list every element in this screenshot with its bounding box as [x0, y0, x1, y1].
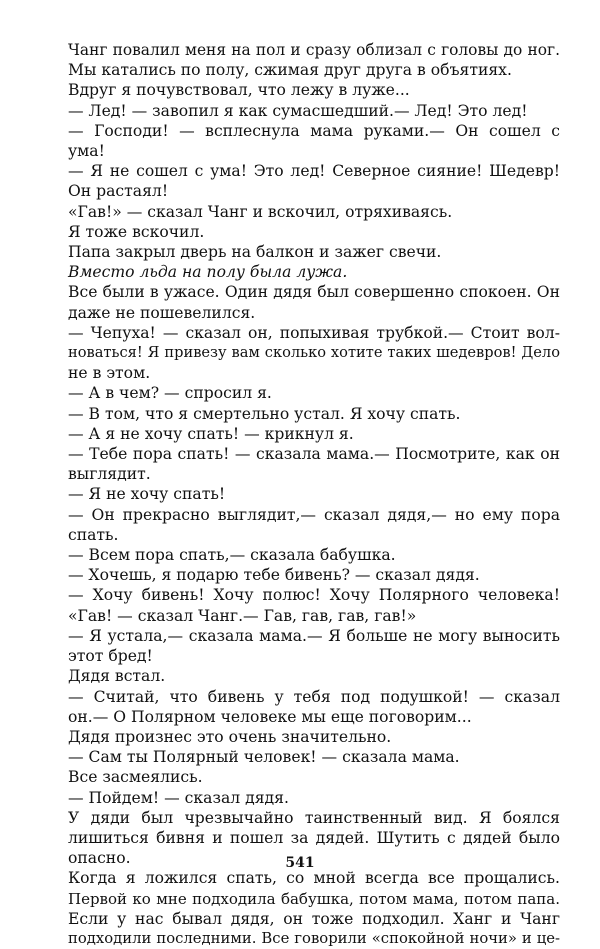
paragraph — [68, 40, 560, 80]
text-line: — В том, что я смертельно устал. Я хочу спать. — [68, 404, 461, 423]
paragraph — [68, 747, 560, 767]
main-text — [68, 40, 560, 949]
text-line: выглядит. — [68, 465, 151, 484]
paragraph — [68, 505, 560, 545]
text-line: Когда я ложился спать, со мной всегда все прощались. — [68, 869, 560, 888]
text-line: Все были в ужасе. Один дядя был совершенно спокоен. Он — [68, 283, 560, 302]
paragraph — [68, 121, 560, 161]
paragraph — [68, 788, 560, 808]
text-line: — А я не хочу спать! — крикнул я. — [68, 424, 354, 443]
paragraph — [68, 323, 560, 384]
paragraph — [68, 585, 560, 605]
text-line: Если у нас бывал дядя, он тоже подходил. Ханг и Чанг — [68, 909, 560, 928]
paragraph — [68, 262, 560, 282]
text-line: Чанг повалил меня на пол и сразу облизал с головы до ног. — [68, 41, 560, 59]
text-line: — А в чем? — спросил я. — [68, 384, 272, 403]
text-line: — Сам ты Полярный человек! — сказала мама. — [68, 748, 460, 767]
text-line: — Пойдем! — сказал дядя. — [68, 788, 289, 807]
paragraph — [68, 606, 560, 626]
paragraph — [68, 202, 560, 222]
paragraph — [68, 767, 560, 787]
text-line: — Считай, что бивень у тебя под подушкой! — сказал — [68, 687, 560, 706]
text-line: — Я устала,— сказала мама.— Я больше не могу выносить — [68, 626, 560, 645]
text-line: подходили последними. Все говорили «спокойной ночи» и це- — [68, 929, 560, 947]
paragraph — [68, 161, 560, 201]
text-line: лишиться бивня и пошел за дядей. Шутить с дядей было — [68, 828, 560, 847]
text-line: новаться! Я привезу вам сколько хотите таких шедевров! Дело — [68, 344, 560, 362]
paragraph — [68, 80, 560, 100]
text-line: — Господи! — всплеснула мама руками.— Он сошел с — [68, 121, 560, 140]
text-line: Я тоже вскочил. — [68, 222, 205, 241]
paragraph — [68, 242, 560, 262]
paragraph — [68, 687, 560, 727]
text-line: Папа закрыл дверь на балкон и зажег свечи. — [68, 243, 442, 262]
paragraph — [68, 282, 560, 322]
text-line: Он растаял! — [68, 182, 169, 201]
paragraph — [68, 666, 560, 686]
text-line: он.— О Полярном человеке мы еще поговорим... — [68, 707, 472, 726]
text-line: Вдруг я почувствовал, что лежу в луже... — [68, 81, 410, 100]
text-line: этот бред! — [68, 647, 153, 666]
text-line: Первой ко мне подходила бабушка, потом мама, потом папа. — [68, 889, 560, 908]
text-line: — Хочешь, я подарю тебе бивень? — сказал дядя. — [68, 566, 480, 585]
text-line: — Всем пора спать,— сказала бабушка. — [68, 546, 396, 565]
paragraph — [68, 626, 560, 666]
text-line: Все засмеялись. — [68, 768, 203, 787]
text-line: Вместо льда на полу была лужа. — [68, 263, 348, 282]
page-number: 541 — [285, 855, 315, 871]
text-line: «Гав! — сказал Чанг.— Гав, гав, гав, гав!» — [68, 606, 417, 625]
paragraph — [68, 868, 560, 949]
text-line: — Я не сошел с ума! Это лед! Северное сияние! Шедевр! — [68, 162, 560, 181]
paragraph — [68, 222, 560, 242]
text-line: — Он прекрасно выглядит,— сказал дядя,— но ему пора — [68, 505, 560, 524]
text-line: даже не пошевелился. — [68, 303, 256, 322]
text-line: не в этом. — [68, 364, 151, 383]
text-line: «Гав!» — сказал Чанг и вскочил, отряхиваясь. — [68, 202, 453, 221]
text-line: опасно. — [68, 849, 131, 868]
paragraph — [68, 545, 560, 565]
text-line: — Лед! — завопил я как сумасшедший.— Лед! Это лед! — [68, 101, 528, 120]
paragraph — [68, 101, 560, 121]
paragraph — [68, 383, 560, 403]
paragraph — [68, 424, 560, 444]
paragraph — [68, 727, 560, 747]
text-line: — Тебе пора спать! — сказала мама.— Посмотрите, как он — [68, 445, 560, 464]
paragraph — [68, 565, 560, 585]
text-line: Мы катались по полу, сжимая друг друга в объятиях. — [68, 61, 512, 80]
text-line: — Чепуха! — сказал он, попыхивая трубкой.— Стоит вол- — [68, 323, 560, 342]
text-line: У дяди был чрезвычайно таинственный вид. Я боялся — [68, 808, 560, 827]
paragraph — [68, 484, 560, 504]
text-line: Дядя встал. — [68, 667, 166, 686]
text-line: — Я не хочу спать! — [68, 485, 226, 504]
text-line: ума! — [68, 142, 105, 161]
text-line: — Хочу бивень! Хочу полюс! Хочу Полярного человека! — [68, 586, 560, 605]
paragraph — [68, 444, 560, 484]
paragraph — [68, 404, 560, 424]
text-line: спать. — [68, 525, 119, 544]
text-line: Дядя произнес это очень значительно. — [68, 727, 392, 746]
